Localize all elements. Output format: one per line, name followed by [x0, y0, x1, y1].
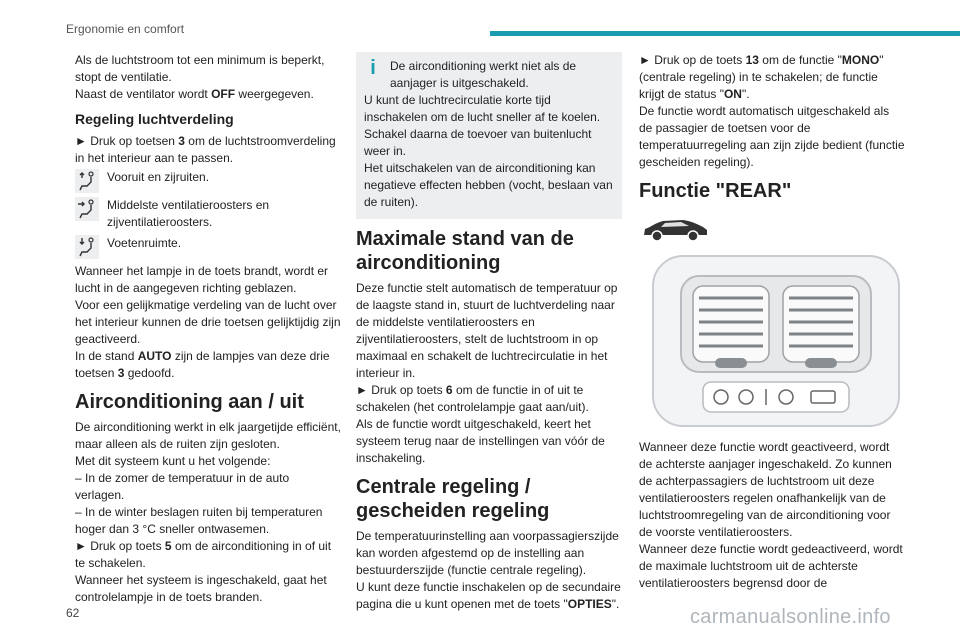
paragraph: De functie wordt automatisch uitgeschakeld als de passagier de toetsen voor de temperatuurregeling aan zijn zijde bedient (functie gescheiden regeling). [639, 104, 905, 169]
center-vent-airflow-icon [75, 197, 99, 221]
column-left [75, 52, 341, 606]
footwell-airflow-icon [75, 235, 99, 259]
paragraph: Wanneer deze functie wordt gedeactiveerd, wordt de maximale luchtstroom uit de achterste ventilatieroosters begrensd door de [639, 542, 903, 590]
car-silhouette-icon [641, 213, 905, 248]
paragraph: In de stand AUTO zijn de lampjes van deze drie toetsen 3 gedoofd. [75, 349, 330, 380]
info-icon: i [370, 57, 376, 79]
section-heading: Centrale regeling / gescheiden regeling [356, 476, 550, 522]
running-header: Ergonomie en comfort [66, 22, 185, 36]
icon-row [75, 235, 341, 259]
paragraph: Wanneer het lampje in de toets brandt, wordt er lucht in de aangegeven richting geblazen. [75, 264, 329, 295]
paragraph: De airconditioning werkt in elk jaargetijde efficiënt, maar alleen als de ruiten zijn gesloten. [75, 420, 341, 451]
column-right [639, 52, 905, 592]
paragraph: Voor een gelijkmatige verdeling van de lucht over het interieur kunnen de drie toetsen gelijktijdig zijn geactiveerd. [75, 298, 341, 346]
icon-row [75, 197, 341, 231]
rear-vent-panel-image [651, 254, 905, 433]
paragraph: Als de luchtstroom tot een minimum is beperkt, stopt de ventilatie. [75, 53, 325, 84]
icon-row [75, 169, 341, 193]
windshield-airflow-icon [75, 169, 99, 193]
icon-caption: Voetenruimte. [107, 236, 182, 250]
paragraph: Naast de ventilator wordt OFF weergegeven. [75, 87, 314, 101]
paragraph: ► Druk op toetsen 3 om de luchtstroomverdeling in het interieur aan te passen. [75, 134, 336, 165]
paragraph: ► Druk op de toets 13 om de functie "MONO" (centrale regeling) in te schakelen; de functie krijgt de status "ON". [639, 53, 884, 101]
paragraph: Als de functie wordt uitgeschakeld, keert het systeem terug naar de instellingen van vóór de inschakeling. [356, 417, 605, 465]
paragraph: Met dit systeem kunt u het volgende: [75, 454, 271, 468]
paragraph: Deze functie stelt automatisch de temperatuur op de laagste stand in, stuurt de luchtverdeling naar de middelste ventilatieroosters en zijventilatieroosters, stelt de luchtstroom in op maximaal en schakelt de luchtrecirculatie in het interieur in. [356, 281, 618, 380]
column-middle [356, 52, 622, 613]
paragraph: ► Druk op toets 5 om de airconditioning in of uit te schakelen. [75, 539, 332, 570]
paragraph: ► Druk op toets 6 om de functie in of uit te schakelen (het controlelampje gaat aan/uit). [356, 383, 589, 414]
info-text: Het uitschakelen van de airconditioning kan negatieve effecten hebben (vocht, beslaan van de ruiten). [364, 161, 613, 209]
section-heading: Regeling luchtverdeling [75, 111, 234, 127]
header-accent-bar [490, 31, 960, 36]
paragraph: U kunt deze functie inschakelen op de secundaire pagina die u kunt openen met de toets "OPTIES". [356, 580, 621, 611]
section-heading: Functie "REAR" [639, 180, 792, 202]
section-heading: Airconditioning aan / uit [75, 391, 304, 413]
icon-caption: Vooruit en zijruiten. [107, 170, 210, 184]
info-box [356, 52, 622, 219]
info-text: U kunt de luchtrecirculatie korte tijd inschakelen om de lucht sneller af te koelen. Schakel daarna de toevoer van buitenlucht weer in. [364, 93, 601, 158]
page-number: 62 [66, 606, 80, 620]
watermark: carmanualsonline.info [690, 606, 891, 628]
paragraph: De temperatuurinstelling aan voorpassagierszijde kan worden afgestemd op de instelling aan bestuurderszijde (functie centrale regeling). [356, 529, 619, 577]
list-item: – In de zomer de temperatuur in de auto verlagen. [75, 471, 290, 502]
icon-caption: Middelste ventilatieroosters en zijventilatieroosters. [107, 198, 270, 229]
section-heading: Maximale stand van de airconditioning [356, 228, 574, 274]
paragraph: Wanneer deze functie wordt geactiveerd, wordt de achterste aanjager ingeschakeld. Zo kunnen de achterpassagiers de luchtstroom uit deze ventilatieroosters regelen onafhankelijk van de luchtstroomregeling van de airconditioning voor de voorste ventilatieroosters. [639, 440, 892, 539]
list-item: – In de winter beslagen ruiten bij temperaturen hoger dan 3 °C sneller ontwasemen. [75, 505, 323, 536]
info-text: De airconditioning werkt niet als de aanjager is uitgeschakeld. [390, 59, 577, 90]
paragraph: Wanneer het systeem is ingeschakeld, gaat het controlelampje in de toets branden. [75, 573, 327, 604]
